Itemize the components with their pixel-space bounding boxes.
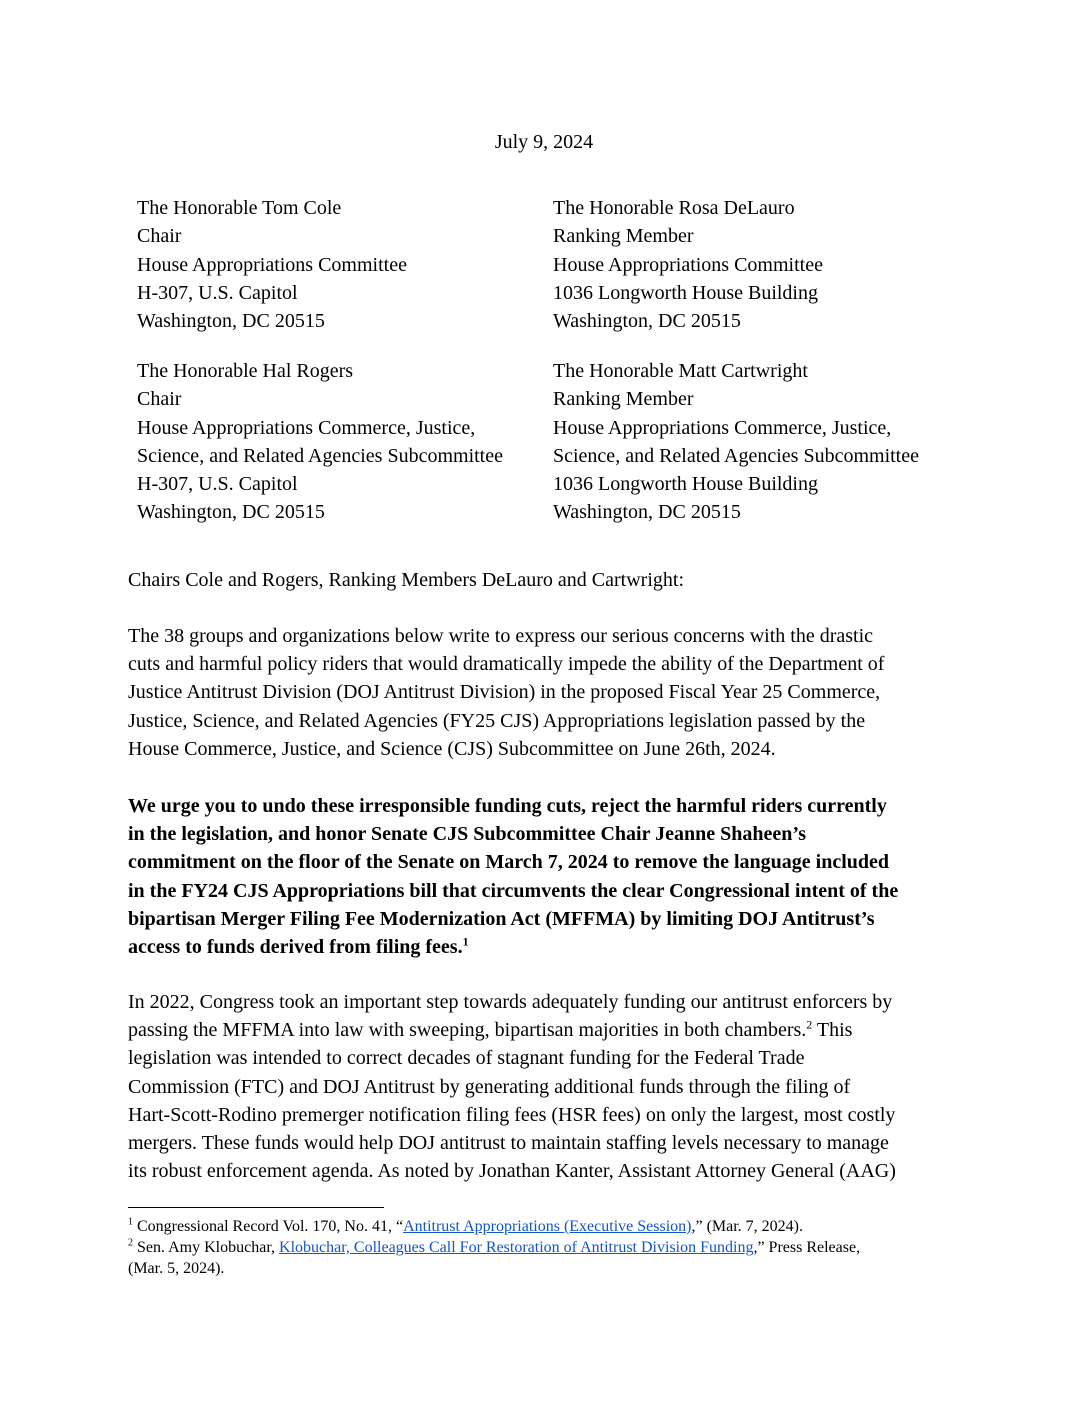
paragraph-line: House Commerce, Justice, and Science (CJS) Subcommittee on June 26th, 2024. — [128, 737, 776, 760]
footnote-1 — [128, 1216, 958, 1237]
recipient-matt-cartwright — [553, 357, 919, 527]
footnotes — [128, 1216, 958, 1279]
paragraph-line: in the FY24 CJS Appropriations bill that circumvents the clear Congressional intent of the — [128, 879, 899, 902]
recipient-line: Chair — [137, 225, 182, 248]
recipient-line: 1036 Longworth House Building — [553, 473, 818, 496]
recipient-line: Ranking Member — [553, 225, 694, 248]
recipient-line: Washington, DC 20515 — [553, 310, 741, 333]
recipient-line: Chair — [137, 388, 182, 411]
recipient-line: House Appropriations Commerce, Justice, — [137, 416, 476, 439]
recipient-line: The Honorable Matt Cartwright — [553, 360, 808, 382]
recipient-hal-rogers — [137, 357, 503, 527]
recipient-line: Science, and Related Agencies Subcommittee — [137, 444, 503, 467]
paragraph-line: legislation was intended to correct decades of stagnant funding for the Federal Trade — [128, 1047, 805, 1070]
footnote-link-antitrust-appropriations[interactable]: Antitrust Appropriations (Executive Session) — [403, 1218, 692, 1235]
paragraph-line: In 2022, Congress took an important step towards adequately funding our antitrust enforcers by — [128, 991, 893, 1013]
paragraph-line: Hart-Scott-Rodino premerger notification filing fees (HSR fees) on only the largest, most costly — [128, 1103, 896, 1126]
paragraph-line: cuts and harmful policy riders that would dramatically impede the ability of the Department of — [128, 653, 885, 676]
recipient-line: Washington, DC 20515 — [137, 310, 325, 333]
recipient-line: House Appropriations Committee — [137, 253, 407, 276]
footnote-ref-2[interactable]: 2 — [806, 1017, 813, 1032]
paragraph-text: This — [812, 1019, 853, 1042]
footnote-2 — [128, 1237, 958, 1258]
paragraph-line-last — [128, 933, 958, 961]
recipient-line: Washington, DC 20515 — [137, 501, 325, 524]
salutation: Chairs Cole and Rogers, Ranking Members DeLauro and Cartwright: — [128, 569, 684, 591]
recipient-line: House Appropriations Committee — [553, 253, 823, 276]
footnote-divider — [128, 1207, 384, 1208]
footnote-text: Sen. Amy Klobuchar, — [133, 1239, 280, 1256]
footnote-ref-1[interactable]: 1 — [462, 934, 469, 949]
paragraph-background — [128, 988, 958, 1185]
recipient-line: H-307, U.S. Capitol — [137, 281, 298, 304]
paragraph-line-with-ref — [128, 1016, 958, 1044]
paragraph-text: access to funds derived from filing fees. — [128, 936, 463, 959]
footnote-text: ,” (Mar. 7, 2024). — [691, 1218, 803, 1235]
footnote-text: Congressional Record Vol. 170, No. 41, “ — [133, 1218, 404, 1235]
paragraph-line: We urge you to undo these irresponsible funding cuts, reject the harmful riders currently — [128, 795, 887, 817]
recipient-line: H-307, U.S. Capitol — [137, 473, 298, 496]
paragraph-line: in the legislation, and honor Senate CJS Subcommittee Chair Jeanne Shaheen’s — [128, 823, 807, 846]
recipient-line: The Honorable Hal Rogers — [137, 360, 354, 382]
paragraph-line: its robust enforcement agenda. As noted by Jonathan Kanter, Assistant Attorney General (AAG) — [128, 1160, 896, 1183]
recipient-line: Science, and Related Agencies Subcommittee — [553, 444, 919, 467]
paragraph-line: Justice Antitrust Division (DOJ Antitrust Division) in the proposed Fiscal Year 25 Commerce, — [128, 681, 881, 704]
recipient-line: Washington, DC 20515 — [553, 501, 741, 524]
recipient-rosa-delauro — [553, 194, 823, 335]
footnote-number: 2 — [128, 1237, 133, 1249]
recipient-line: The Honorable Tom Cole — [137, 197, 342, 219]
recipient-line: House Appropriations Commerce, Justice, — [553, 416, 892, 439]
paragraph-intro — [128, 622, 958, 763]
paragraph-line: The 38 groups and organizations below write to express our serious concerns with the drastic — [128, 625, 873, 647]
paragraph-request — [128, 792, 958, 961]
recipient-tom-cole — [137, 194, 407, 335]
footnote-link-klobuchar-press-release[interactable]: Klobuchar, Colleagues Call For Restoration of Antitrust Division Funding — [279, 1239, 754, 1256]
paragraph-text: passing the MFFMA into law with sweeping, bipartisan majorities in both chambers. — [128, 1019, 807, 1042]
footnote-number: 1 — [128, 1216, 133, 1228]
paragraph-line: commitment on the floor of the Senate on March 7, 2024 to remove the language included — [128, 851, 890, 874]
paragraph-line: mergers. These funds would help DOJ antitrust to maintain staffing levels necessary to manage — [128, 1132, 889, 1155]
recipient-line: Ranking Member — [553, 388, 694, 411]
footnote-2-continuation: (Mar. 5, 2024). — [128, 1260, 225, 1277]
letter-date: July 9, 2024 — [494, 131, 594, 153]
footnote-text: ,” Press Release, — [753, 1239, 861, 1256]
paragraph-line: Justice, Science, and Related Agencies (FY25 CJS) Appropriations legislation passed by the — [128, 709, 866, 732]
paragraph-line: bipartisan Merger Filing Fee Modernization Act (MFFMA) by limiting DOJ Antitrust’s — [128, 907, 875, 930]
recipient-line: The Honorable Rosa DeLauro — [553, 197, 795, 219]
paragraph-line: Commission (FTC) and DOJ Antitrust by generating additional funds through the filing of — [128, 1075, 851, 1098]
recipient-line: 1036 Longworth House Building — [553, 281, 818, 304]
